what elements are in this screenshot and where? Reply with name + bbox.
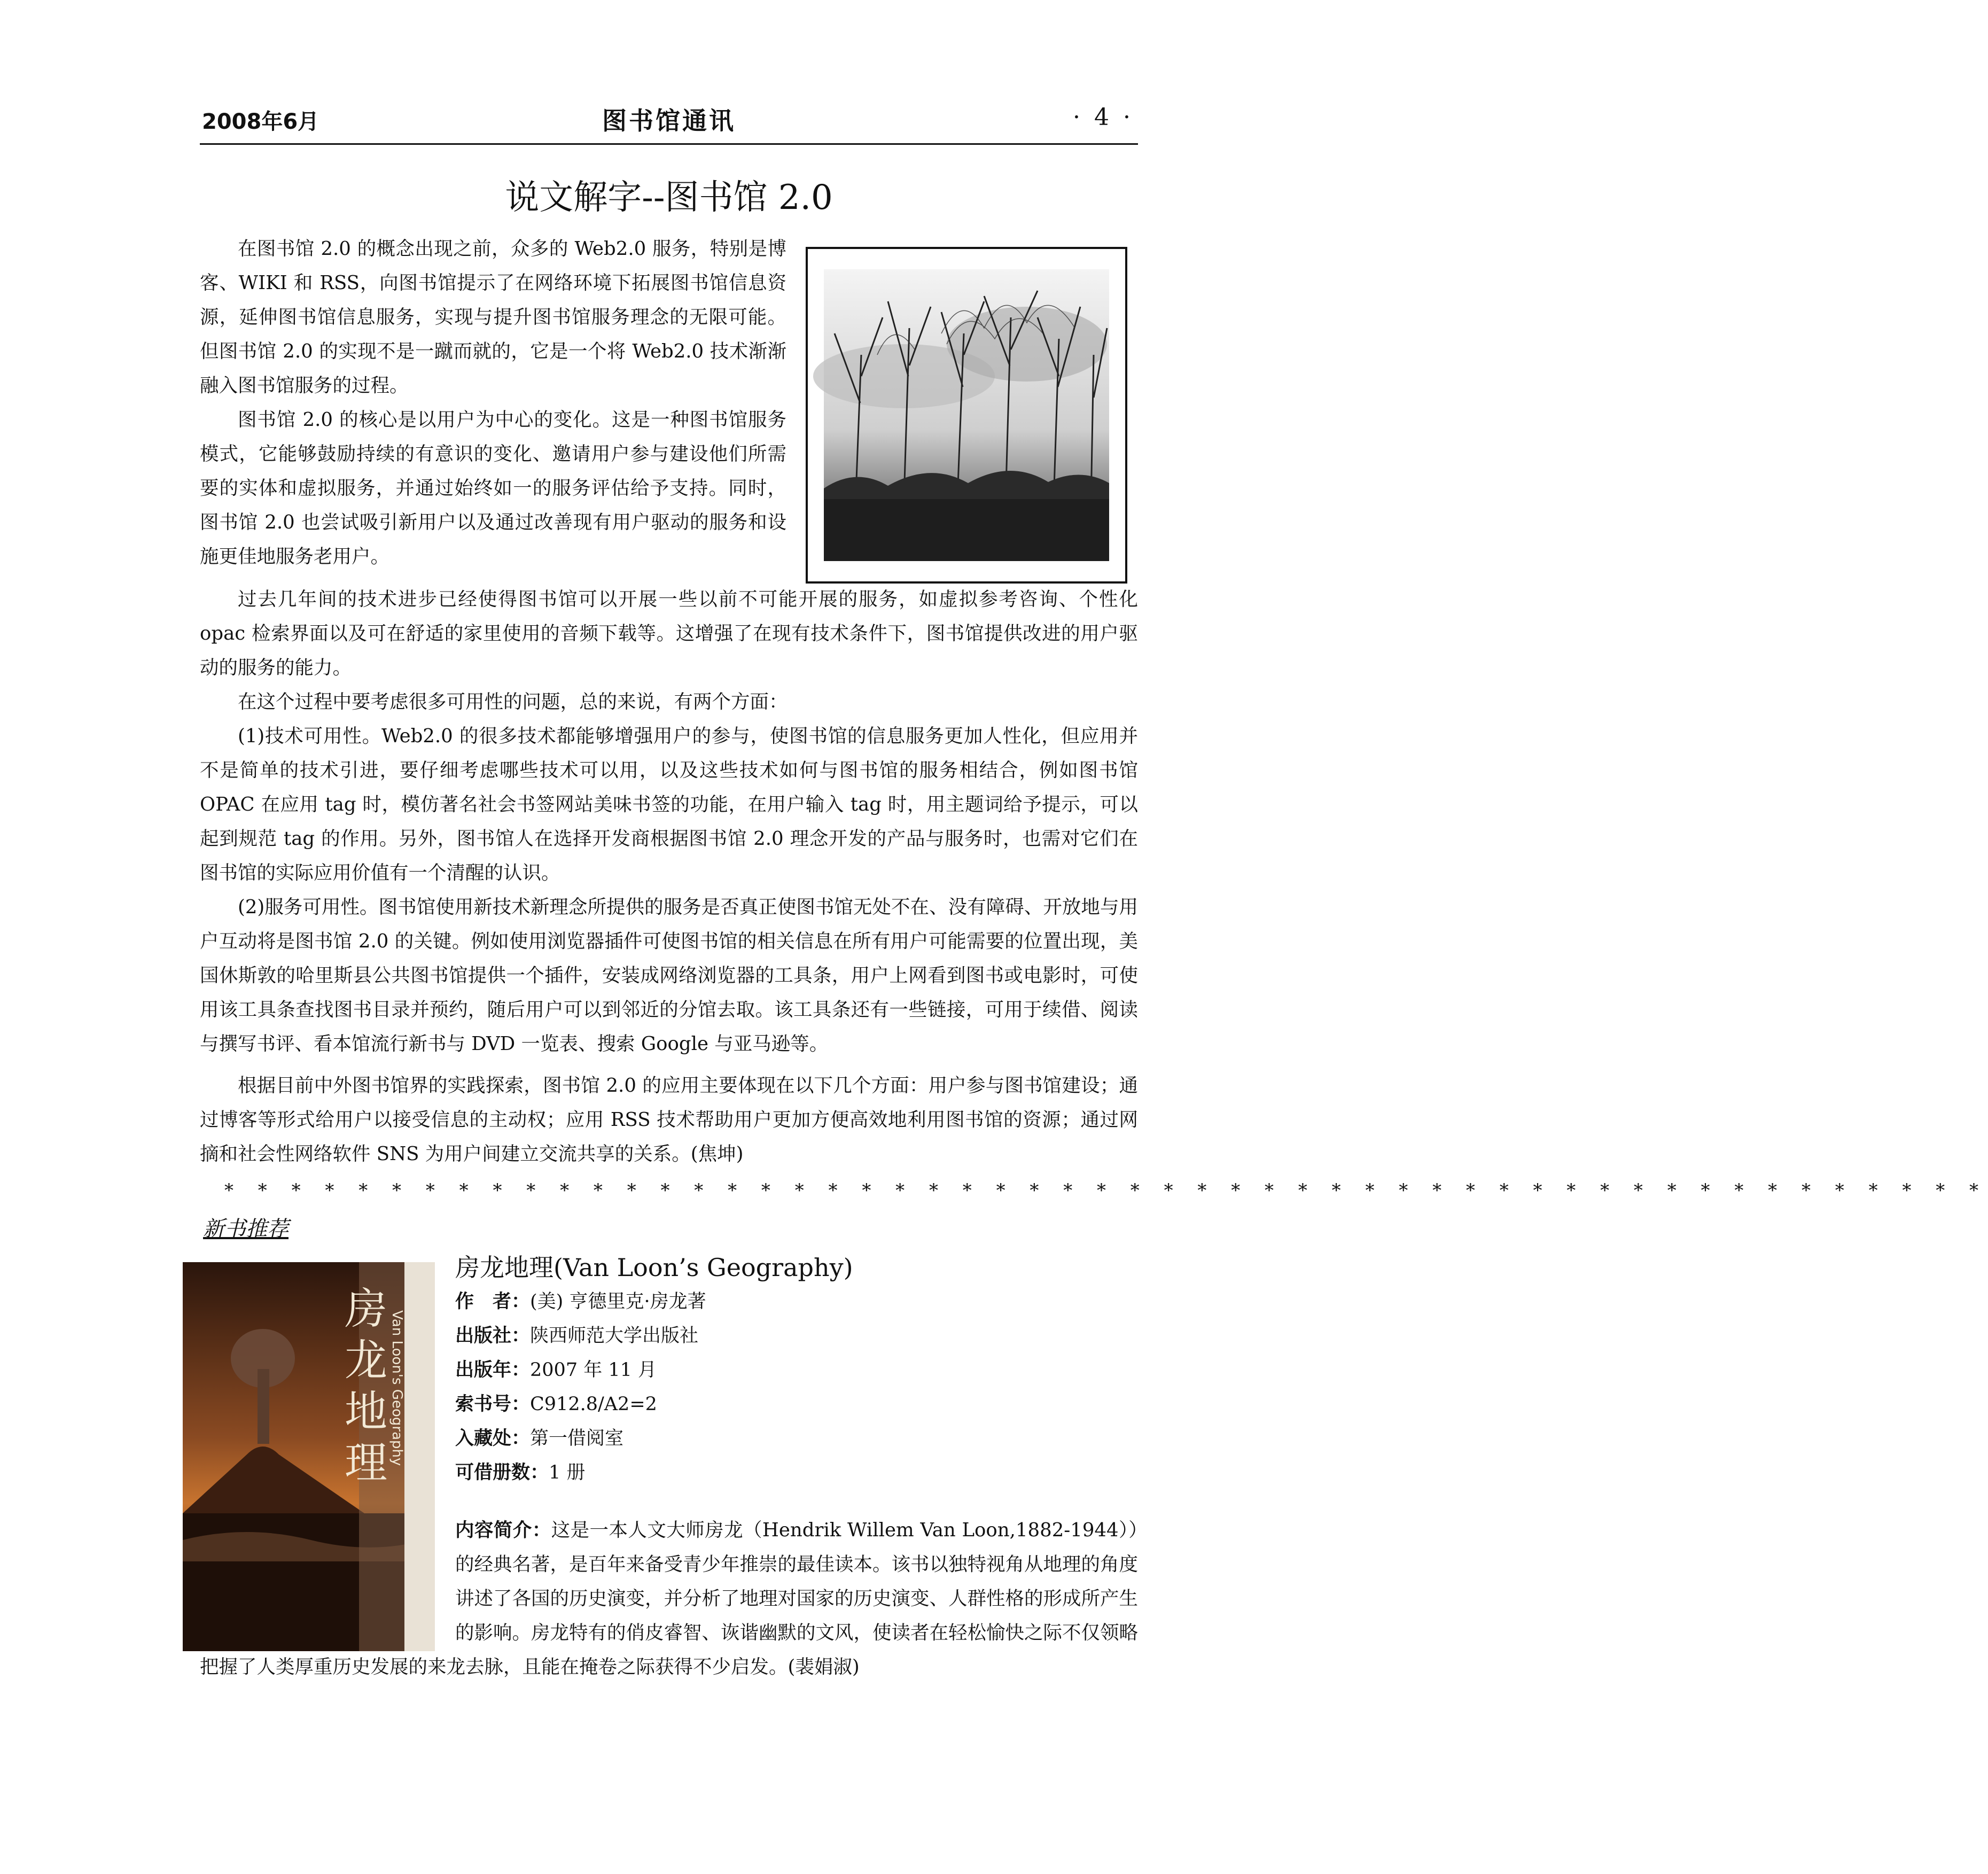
book-detail-year (455, 1355, 657, 1382)
summary-text: 这是一本人文大师房龙（Hendrik Willem Van Loon,1882-1944））的经典名著，是百年来备受青少年推崇的最佳读本。该书以独特视角从地理的角度讲述了各国的历史演变，并分析了地理对国家的历史演变、人群性格的形成所产生的影响。房龙特有的俏皮睿智、诙谐幽默的文风，使读者在轻松愉快之际不仅领略把握了人类厚重历史发展的来龙去脉，且能在掩卷之际获得不少启发。(裴娟淑) (200, 1519, 1139, 1678)
page-header (200, 102, 1138, 145)
article-paragraph: (2)服务可用性。图书馆使用新技术新理念所提供的服务是否真正使图书馆无处不在、没有障碍、开放地与用户互动将是图书馆 2.0 的关键。例如使用浏览器插件可使图书馆的相关信息在所有用户可能需要的位置出现，美国休斯敦的哈里斯县公共图书馆提供一个插件，安装成网络浏览器的工具条，用户上网看到图书或电影时，可使用该工具条查找图书目录并预约，随后用户可以到邻近的分馆去取。该工具条还有一些链接，可用于续借、阅读与撰写书评、看本馆流行新书与 DVD 一览表、搜索 Google 与亚马逊等。 (200, 896, 1138, 1055)
newsletter-title: 图书馆通讯 (602, 106, 736, 135)
book-detail-author (455, 1287, 706, 1313)
issue-date: 2008年6月 (202, 110, 319, 134)
article-paragraph: 过去几年间的技术进步已经使得图书馆可以开展一些以前不可能开展的服务，如虚拟参考咨询、个性化 opac 检索界面以及可在舒适的家里使用的音频下载等。这增强了在现有技术条件下，图书馆提供改进的用户驱动的服务的能力。 (200, 588, 1138, 679)
article-paragraph: 图书馆 2.0 的核心是以用户为中心的变化。这是一种图书馆服务模式，它能够鼓励持续的有意识的变化、邀请用户参与建设他们所需要的实体和虚拟服务，并通过始终如一的服务评估给予支持。同时，图书馆 2.0 也尝试吸引新用户以及通过改善现有用户驱动的服务和设施更佳地服务老用户。 (200, 409, 786, 567)
section-label-new-books: 新书推荐 (203, 1217, 289, 1241)
detail-value: 1 册 (549, 1462, 586, 1483)
detail-label: 入藏处： (455, 1428, 531, 1449)
article-paragraph: 在图书馆 2.0 的概念出现之前，众多的 Web2.0 服务，特别是博客、WIKI 和 RSS，向图书馆提示了在网络环境下拓展图书馆信息资源，延伸图书馆信息服务，实现与提升图书馆服务理念的无限可能。但图书馆 2.0 的实现不是一蹴而就的，它是一个将 Web2.0 技术渐渐融入图书馆服务的过程。 (200, 238, 786, 396)
book-detail-call-number (455, 1389, 657, 1416)
article-paragraph: 根据目前中外图书馆界的实践探索，图书馆 2.0 的应用主要体现在以下几个方面：用户参与图书馆建设；通过博客等形式给用户以接受信息的主动权；应用 RSS 技术帮助用户更加方便高效地利用图书馆的资源；通过网摘和社会性网络软件 SNS 为用户间建立交流共享的关系。(焦坤) (200, 1075, 1138, 1165)
cover-title-text: 房龙地理 (345, 1284, 387, 1488)
detail-value: 陕西师范大学出版社 (530, 1325, 699, 1347)
ink-painting-illustration (806, 247, 1127, 584)
summary-label: 内容简介： (455, 1519, 551, 1541)
book-detail-location (455, 1424, 623, 1450)
cover-spine-text: Van Loon's Geography (389, 1310, 405, 1466)
detail-value: (美) 亨德里克·房龙著 (530, 1291, 706, 1312)
detail-label: 出版社： (455, 1325, 531, 1347)
detail-label: 作 者： (455, 1291, 531, 1312)
detail-value: 第一借阅室 (530, 1428, 624, 1449)
article-paragraph: 在这个过程中要考虑很多可用性的问题，总的来说，有两个方面： (238, 691, 788, 713)
detail-label: 索书号： (455, 1394, 531, 1415)
detail-value: C912.8/A2=2 (530, 1394, 657, 1415)
cover-float-spacer (200, 1513, 455, 1650)
page-number: · 4 · (1073, 104, 1134, 131)
article-paragraph: (1)技术可用性。Web2.0 的很多技术都能够增强用户的参与，使图书馆的信息服务更加人性化，但应用并不是简单的技术引进，要仔细考虑哪些技术可以用，以及这些技术如何与图书馆的服务相结合，例如图书馆 OPAC 在应用 tag 时，模仿著名社会书签网站美味书签的功能，在用户输入 tag 时，用主题词给予提示，可以起到规范 tag 的作用。另外，图书馆人在选择开发商根据图书馆 2.0 理念开发的产品与服务时，也需对它们在图书馆的实际应用价值有一个清醒的认识。 (200, 725, 1138, 884)
book-detail-publisher (455, 1321, 698, 1348)
section-separator: * * * * * * * * * * * * * * * * * * * * * * * * * * * * * * * * * * * * * * * * * * * * * * * * * * * * * (224, 1180, 1988, 1201)
article-title: 说文解字--图书馆 2.0 (505, 178, 833, 217)
detail-label: 出版年： (455, 1359, 531, 1381)
ink-trees-image (824, 269, 1109, 561)
detail-label: 可借册数： (455, 1462, 549, 1483)
detail-value: 2007 年 11 月 (530, 1359, 657, 1381)
book-detail-copies (455, 1458, 585, 1484)
book-title: 房龙地理(Van Loon’s Geography) (455, 1253, 853, 1282)
book-summary (200, 1513, 1138, 1684)
